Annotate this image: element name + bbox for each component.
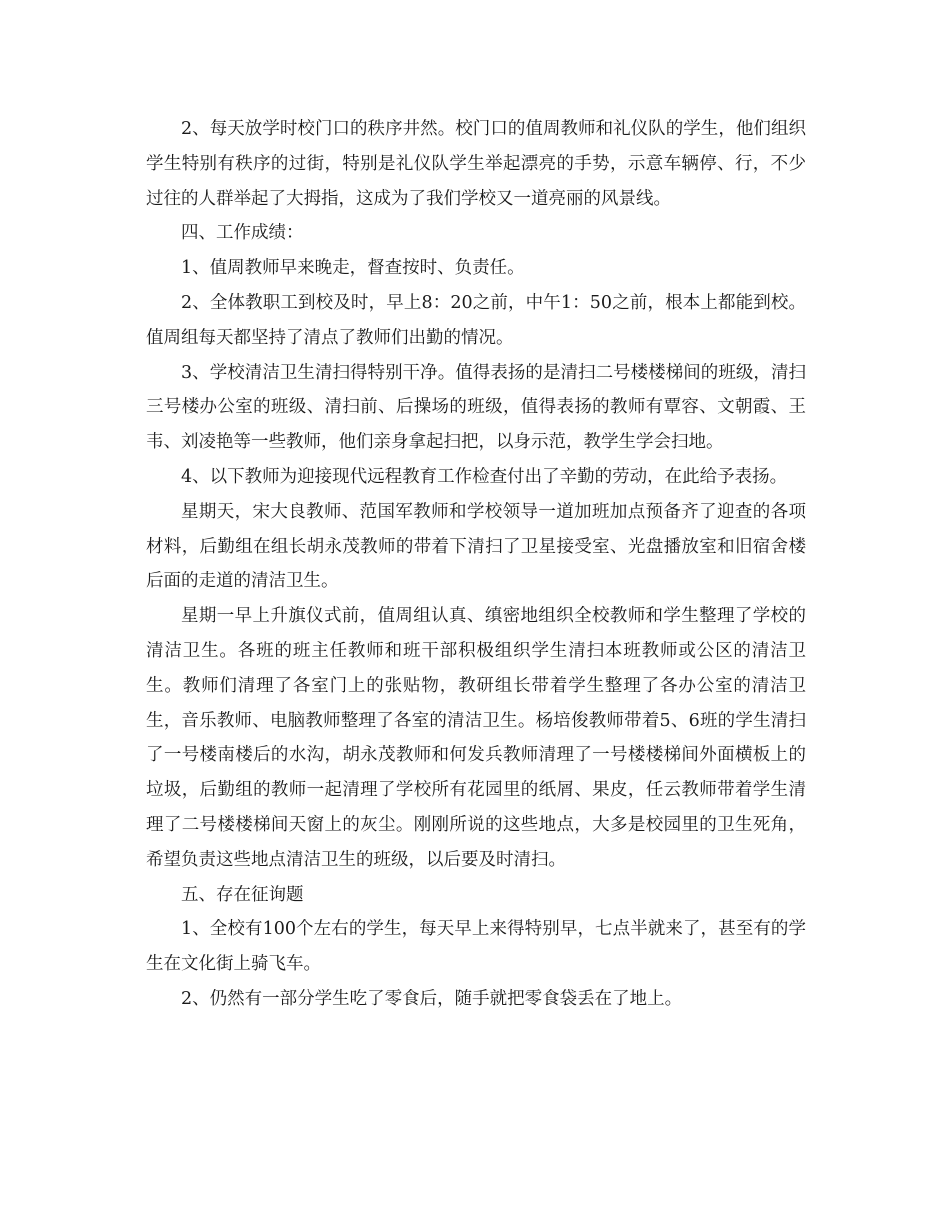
paragraph-issue-1: 1、全校有100个左右的学生，每天早上来得特别早，七点半就来了，甚至有的学生在文化街上骑飞车。: [146, 919, 806, 975]
paragraph-issue-2: 2、仍然有一部分学生吃了零食后，随手就把零食袋丢在了地上。: [181, 988, 683, 1009]
document-body: [146, 112, 806, 1017]
paragraph-sunday: 星期天，宋大良教师、范国军教师和学校领导一道加班加点预备齐了迎查的各项材料，后勤组在组长胡永茂教师的带着下清扫了卫星接受室、光盘播放室和旧宿舍楼后面的走道的清洁卫生。: [146, 501, 806, 592]
paragraph-monday: 星期一早上升旗仪式前，值周组认真、缜密地组织全校教师和学生整理了学校的清洁卫生。各班的班主任教师和班干部积极组织学生清扫本班教师或公区的清洁卫生。教师们清理了各室门上的张贴物，教研组长带着学生整理了各办公室的清洁卫生，音乐教师、电脑教师整理了各室的清洁卫生。杨培俊教师带着5、6班的学生清扫了一号楼南楼后的水沟，胡永茂教师和何发兵教师清理了一号楼楼梯间外面横板上的垃圾，后勤组的教师一起清理了学校所有花园里的纸屑、果皮，任云教师带着学生清理了二号楼楼梯间天窗上的灰尘。刚刚所说的这些地点，大多是校园里的卫生死角，希望负责这些地点清洁卫生的班级，以后要及时清扫。: [146, 606, 806, 870]
section-heading-work-results: 四、工作成绩：: [181, 223, 304, 244]
paragraph-result-1: 1、值周教师早来晚走，督查按时、负责任。: [181, 258, 525, 279]
paragraph-result-2: 2、全体教职工到校及时，早上8：20之前，中午1：50之前，根本上都能到校。值周组每天都坚持了清点了教师们出勤的情况。: [146, 292, 806, 348]
paragraph-result-4: 4、以下教师为迎接现代远程教育工作检查付出了辛勤的劳动，在此给予表扬。: [181, 466, 788, 487]
paragraph-school-gate-order: 2、每天放学时校门口的秩序井然。校门口的值周教师和礼仪队的学生，他们组织学生特别有秩序的过街，特别是礼仪队学生举起漂亮的手势，示意车辆停、行，不少过往的人群举起了大拇指，这成为了我们学校又一道亮丽的风景线。: [146, 119, 806, 209]
paragraph-result-3: 3、学校清洁卫生清扫得特别干净。值得表扬的是清扫二号楼楼梯间的班级，清扫三号楼办公室的班级、清扫前、后操场的班级，值得表扬的教师有覃容、文朝霞、王韦、刘凌艳等一些教师，他们亲身拿起扫把，以身示范，教学生学会扫地。: [146, 362, 806, 453]
section-heading-issues: 五、存在征询题: [181, 884, 304, 905]
